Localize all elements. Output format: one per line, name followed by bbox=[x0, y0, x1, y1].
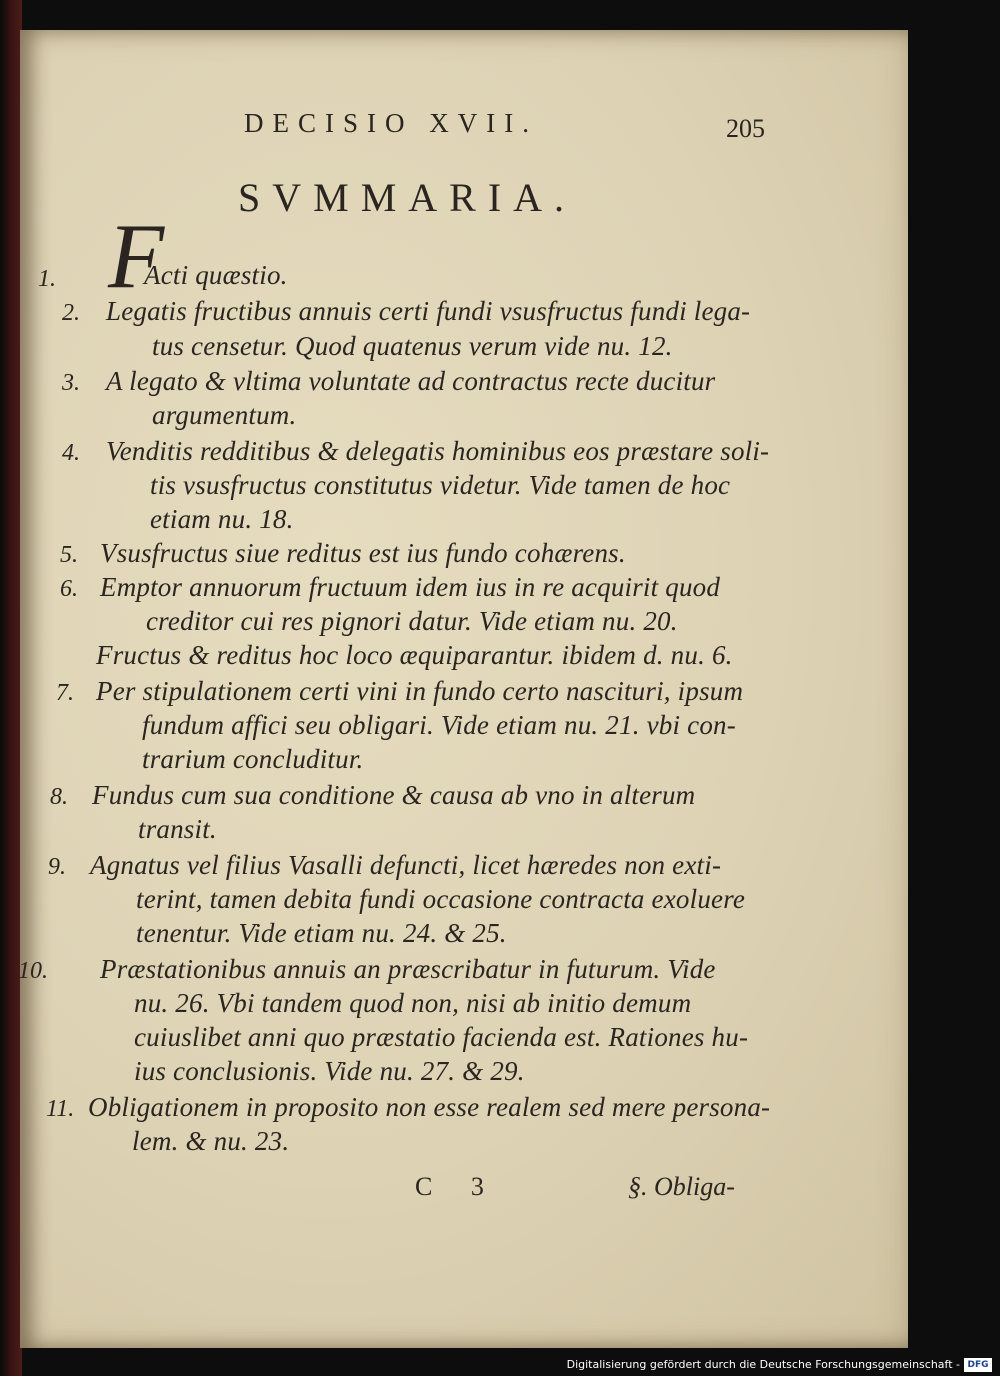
entry-number: 2. bbox=[62, 300, 80, 326]
summary-heading: SVMMARIA. bbox=[238, 175, 577, 220]
entry-line: trarium concluditur. bbox=[142, 744, 364, 774]
entry-line: fundum affici seu obligari. Vide etiam nu. 21. vbi con- bbox=[142, 710, 736, 740]
summary-entries bbox=[20, 30, 908, 1348]
entry-number: 11. bbox=[46, 1096, 75, 1122]
entry-line: Emptor annuorum fructuum idem ius in re acquirit quod bbox=[100, 572, 721, 602]
entry-line: Vsusfructus siue reditus est ius fundo cohærens. bbox=[100, 538, 626, 568]
credit-bar bbox=[0, 1356, 1000, 1376]
entry-number: 7. bbox=[56, 680, 74, 706]
entry-line: cuiuslibet anni quo præstatio facienda est. Rationes hu- bbox=[134, 1022, 749, 1052]
entry-line: tus censetur. Quod quatenus verum vide nu. 12. bbox=[152, 331, 673, 361]
entry-number: 9. bbox=[48, 854, 66, 880]
entry-line: transit. bbox=[138, 814, 217, 844]
entry-line: Per stipulationem certi vini in fundo certo nasciturі, ipsum bbox=[96, 676, 744, 706]
entry-line: creditor cui res pignori datur. Vide etiam nu. 20. bbox=[146, 606, 678, 636]
entry-line: Fructus & reditus hoc loco æquiparantur. ibidem d. nu. 6. bbox=[96, 640, 733, 670]
dfg-logo-icon: DFG bbox=[964, 1358, 992, 1372]
entry-line: argumentum. bbox=[152, 400, 297, 430]
entry-line: Obligationem in proposito non esse realem sed mere persona- bbox=[88, 1092, 771, 1122]
entry-number: 4. bbox=[62, 440, 80, 466]
entry-number: 6. bbox=[60, 576, 78, 602]
book-page bbox=[20, 30, 908, 1348]
entry-line: Fundus cum sua conditione & causa ab vno in alterum bbox=[92, 780, 696, 810]
entry-number: 8. bbox=[50, 784, 68, 810]
running-title: DECISIO XVII. bbox=[244, 108, 538, 138]
entry-line: Acti quæstio. bbox=[144, 260, 288, 290]
entry-number: 1. bbox=[38, 266, 56, 292]
signature-mark: C 3 bbox=[415, 1172, 500, 1201]
entry-number: 5. bbox=[60, 542, 78, 568]
entry-number: 10. bbox=[18, 958, 48, 984]
entry-line: Præstationibus annuis an præscribatur in futurum. Vide bbox=[100, 954, 716, 984]
entry-line: lem. & nu. 23. bbox=[132, 1126, 290, 1156]
entry-line: Agnatus vel filius Vasalli defuncti, licet hæredes non exti- bbox=[90, 850, 722, 880]
credit-text: Digitalisierung gefördert durch die Deutsche Forschungsgemeinschaft - bbox=[566, 1358, 960, 1371]
page-number: 205 bbox=[726, 114, 765, 143]
drop-cap: F bbox=[108, 205, 165, 307]
entry-line: etiam nu. 18. bbox=[150, 504, 294, 534]
entry-line: Legatis fructibus annuis certi fundi vsusfructus fundi lega- bbox=[106, 296, 751, 326]
catchword: §. Obliga- bbox=[628, 1172, 735, 1201]
book-edge bbox=[0, 0, 22, 1376]
entry-line: terint, tamen debita fundi occasione contracta exoluere bbox=[136, 884, 746, 914]
entry-line: nu. 26. Vbi tandem quod non, nisi ab initio demum bbox=[134, 988, 692, 1018]
entry-number: 3. bbox=[62, 370, 80, 396]
entry-line: A legato & vltima voluntate ad contractus recte ducitur bbox=[106, 366, 716, 396]
entry-line: tis vsusfructus constitutus videtur. Vide tamen de hoc bbox=[150, 470, 731, 500]
entry-line: Venditis redditibus & delegatis hominibus eos præstare soli- bbox=[106, 436, 770, 466]
entry-line: ius conclusionis. Vide nu. 27. & 29. bbox=[134, 1056, 525, 1086]
entry-line: tenentur. Vide etiam nu. 24. & 25. bbox=[136, 918, 507, 948]
